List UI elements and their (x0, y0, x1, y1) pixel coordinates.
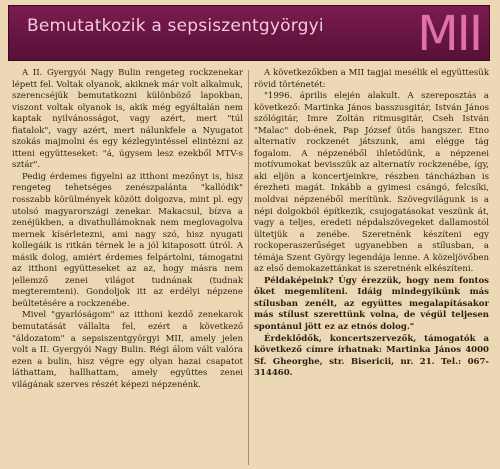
paragraph: Példaképeink? Úgy érezzük, hogy nem fontos őket megemlíteni. Idáig mindegyikünk más stílusban zenélt, az együttes megalapításakor más stílust szerettünk volna, de végül teljesen spontánul jött ez az etnós dolog." (254, 275, 489, 333)
band-logo: MII (417, 6, 481, 62)
banner-title: Bemutatkozik a sepsiszentgyörgyi (27, 16, 324, 36)
contact-paragraph: Érdeklődők, koncertszervezők, támogatók a következő címre írhatnak: Martinka János 4000 Sf. Gheorghe, str. Bisericii, nr. 21. Tel.: 067-314460. (254, 333, 489, 379)
paragraph: Pedig érdemes figyelni az itthoni mezőnyt is, hisz rengeteg tehetséges zenészpalánta "kallódik" rosszabb körülmények között dolgozva, mint pl. egy utolsó magyarországi zenekar. Makacsul, bízva a zenéjükben, a divathullámoknak nem meglovagolva mernek kísérletezni, ami nagy szó, hisz nyugati kollegáik is ritkán térnek le a jól kitaposott útról. A másik dolog, amiért érdemes felpártolni, támogatni az itthoni együtteseket az az, hogy másra nem jellemző zenei világot tudnának (tudnak megteremteni). Gondoljok itt az erdélyi népzene beültetésére a rockzenébe. (12, 171, 243, 309)
column-divider (248, 70, 249, 465)
paragraph: A következőkben a MII tagjai mesélik el együttesük rövid történetét: (254, 68, 489, 90)
right-column (254, 68, 489, 468)
header-banner (8, 5, 490, 61)
left-column (12, 68, 243, 468)
paragraph: A II. Gyergyói Nagy Bulin rengeteg rockzenekar lépett fel. Voltak olyanok, akiknek már volt alkalmuk, szerencséjük bemutatkozni különböző lapokban, viszont voltak olyanok is, akik még egyáltalán nem kaptak nyilvánosságot, vagy azért, mert "túl fiatalok", vagy azért, mert nálunkfele a Nyugatot szokás majmolni és egy kézlegyintéssel elintézni az itteni együtteseket: "á, úgysem lesz ezekből MTV-s sztár". (12, 68, 243, 171)
paragraph: Mivel "gyarlóságom" az itthoni kezdő zenekarok bemutatását vállalta fel, ezért a következő "áldozatom" a sepsiszentgyörgyi MII, amely jelen volt a II. Gyergyói Nagy Bulin. Régi álom vált valóra ezen a bulin, hisz végre egy olyan hazai csapatot láthattam, hallhattam, amely együttes zenei világának szerves részét képezi népzenénk. (12, 310, 243, 390)
paragraph: "1996. április elején alakult. A szereposztás a következő: Martinka János basszusgitár, István János szólógitár, Imre Zoltán ritmusgitár, Cseh István "Malac" dob-ének, Pap József ütős hangszer. Etno alternatív rockzenét játszunk, ami elégge tág fogalom. A népzenéből ihletődünk, a népzenei motívumokat bevisszük az alternatív rockzenébe, így, aki eljön a koncertjeinkre, részben táncházban is érezheti magát. Inkább a gyimesi csángó, felcsíki, moldvai népzenéből merítünk. Szövegvilágunk is a népi dolgokból építkezik, csujogatásokat veszünk át, vagy a teljes, eredeti népdalszövegeket dallamostól ültetjük a zenébe. Szeretnénk készíteni egy rockoperaszerűséget ugyanebben a stílusban, a témája Szent György legendája lenne. A közeljövőben az első demokazettánkat is szeretnénk elkészíteni. (254, 91, 489, 275)
